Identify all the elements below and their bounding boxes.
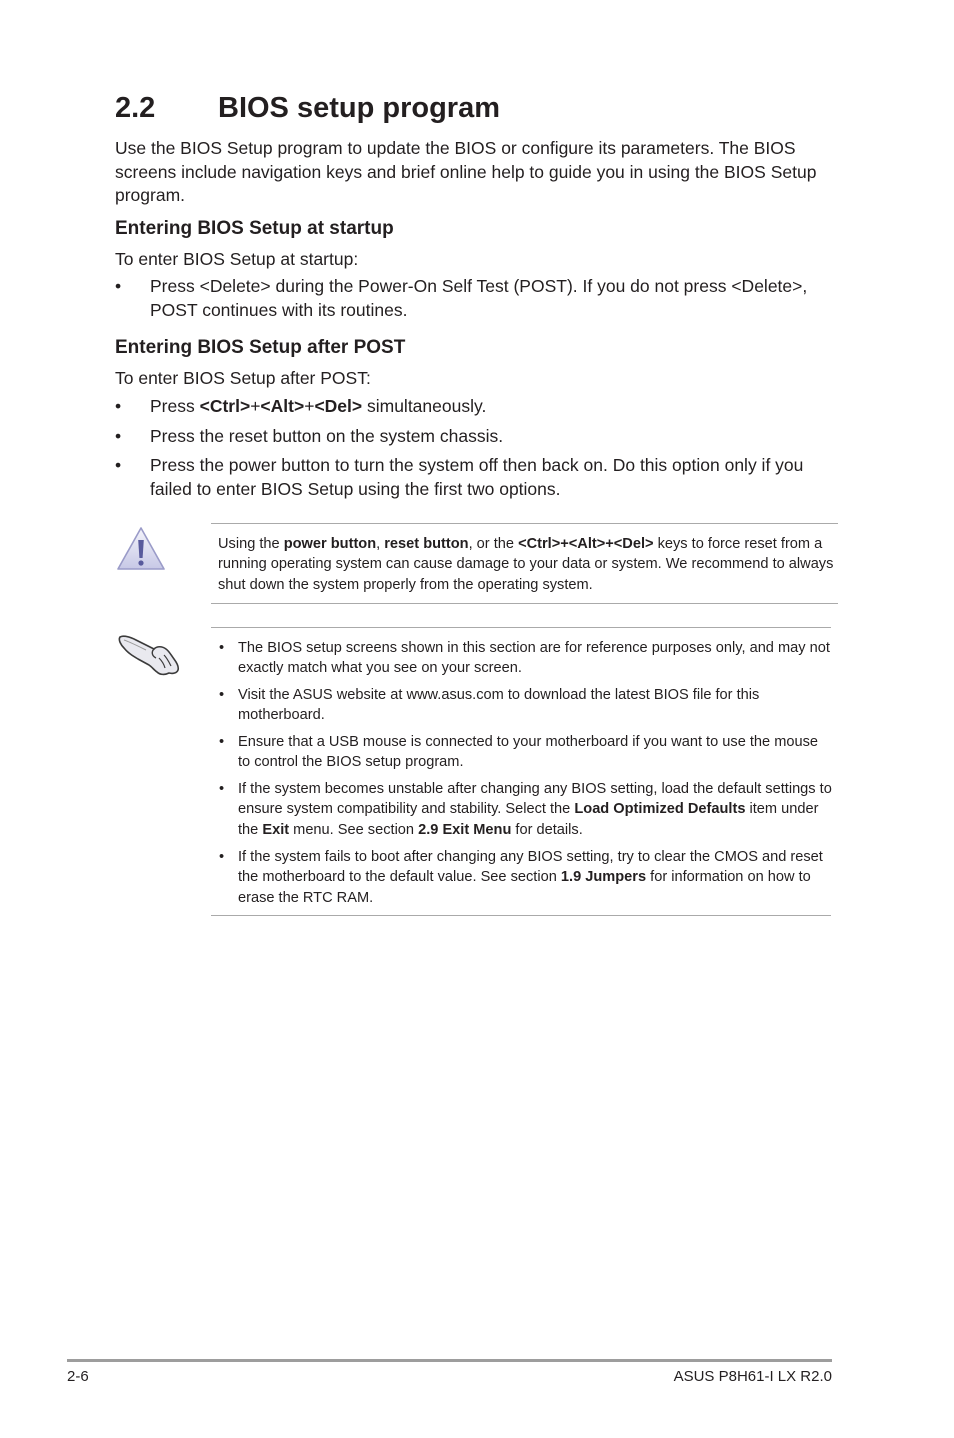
bullet-symbol: •: [115, 276, 122, 296]
heading-startup: Entering BIOS Setup at startup: [115, 218, 394, 239]
note-text-part: for details.: [511, 821, 583, 838]
warning-text-part: Using the: [218, 536, 284, 552]
section-title: [115, 88, 500, 128]
warning-reset-button: reset button: [384, 536, 469, 552]
note-item-4: [238, 779, 832, 840]
note-item-1: The BIOS setup screens shown in this section are for reference purposes only, and may not exactly match what you see on your screen.: [238, 640, 830, 677]
key-del: <Del>: [314, 396, 363, 416]
warning-text-part: ,: [376, 536, 385, 552]
notes-top-rule: [211, 627, 831, 628]
plus-sign: +: [304, 396, 315, 416]
warning-triangle-icon: [116, 526, 166, 572]
bullet-symbol: •: [115, 396, 122, 416]
after-post-item-3: Press the power button to turn the system off then back on. Do this option only if you failed to enter BIOS Setup using the first two options.: [150, 455, 804, 499]
product-name: ASUS P8H61-I LX R2.0: [673, 1368, 832, 1385]
heading-after-post: Entering BIOS Setup after POST: [115, 337, 406, 358]
after-post-item-2: Press the reset button on the system chassis.: [150, 426, 504, 446]
bullet-symbol: •: [219, 849, 225, 865]
key-alt: <Alt>: [260, 396, 305, 416]
section-ref-exit-menu: 2.9 Exit Menu: [418, 821, 512, 838]
note-text-part: menu. See section: [289, 821, 419, 838]
section-title-text: BIOS setup program: [218, 92, 500, 124]
notes-bottom-rule: [211, 915, 831, 916]
warning-text-part: keys to force reset from a running operating system can cause damage to your data or system. We recommend to always shut down the system properly from the operating system.: [218, 536, 834, 593]
warning-bottom-rule: [211, 603, 838, 604]
plus-sign: +: [250, 396, 261, 416]
page-number: 2-6: [67, 1368, 89, 1385]
note-item-5: [238, 847, 832, 908]
warning-key-combo: <Ctrl>+<Alt>+<Del>: [518, 536, 654, 552]
note-item-2: Visit the ASUS website at www.asus.com to download the latest BIOS file for this motherboard.: [238, 687, 760, 724]
note-text-part: item under the: [238, 801, 819, 838]
after-post-lead: To enter BIOS Setup after POST:: [115, 368, 371, 388]
note-text-part: If the system fails to boot after changing any BIOS setting, try to clear the CMOS and reset the motherboard to the default value. See section: [238, 849, 823, 886]
startup-lead: To enter BIOS Setup at startup:: [115, 249, 359, 269]
footer-rule: [67, 1359, 832, 1362]
bullet-symbol: •: [115, 455, 122, 475]
pointing-hand-icon: [116, 628, 182, 678]
section-ref-jumpers: 1.9 Jumpers: [560, 869, 647, 886]
item-text: Press: [150, 396, 200, 416]
startup-item-1: Press <Delete> during the Power-On Self Test (POST). If you do not press <Delete>, POST continues with its routines.: [150, 276, 808, 320]
note-item-3: Ensure that a USB mouse is connected to your motherboard if you want to use the mouse to control the BIOS setup program.: [238, 734, 819, 771]
warning-text-part: , or the: [468, 536, 519, 552]
bullet-symbol: •: [219, 781, 225, 797]
key-ctrl: <Ctrl>: [199, 396, 251, 416]
note-text-part: for information on how to erase the RTC RAM.: [238, 869, 811, 906]
item-text: simultaneously.: [362, 396, 487, 416]
load-optimized-defaults: Load Optimized Defaults: [574, 801, 746, 818]
after-post-item-1: [150, 395, 810, 419]
bullet-symbol: •: [219, 734, 225, 750]
bullet-symbol: •: [115, 426, 122, 446]
warning-power-button: power button: [283, 536, 377, 552]
bullet-symbol: •: [219, 640, 225, 656]
exit-menu-name: Exit: [262, 821, 290, 838]
bullet-symbol: •: [219, 687, 225, 703]
warning-text: [218, 534, 836, 595]
warning-top-rule: [211, 523, 838, 524]
note-text-part: If the system becomes unstable after changing any BIOS setting, load the default settings to ensure system compatibility and stability. Select the: [238, 781, 832, 818]
section-number: 2.2: [115, 92, 156, 124]
intro-paragraph: Use the BIOS Setup program to update the BIOS or configure its parameters. The BIOS screens include navigation keys and brief online help to guide you in using the BIOS Setup program.: [115, 138, 817, 205]
